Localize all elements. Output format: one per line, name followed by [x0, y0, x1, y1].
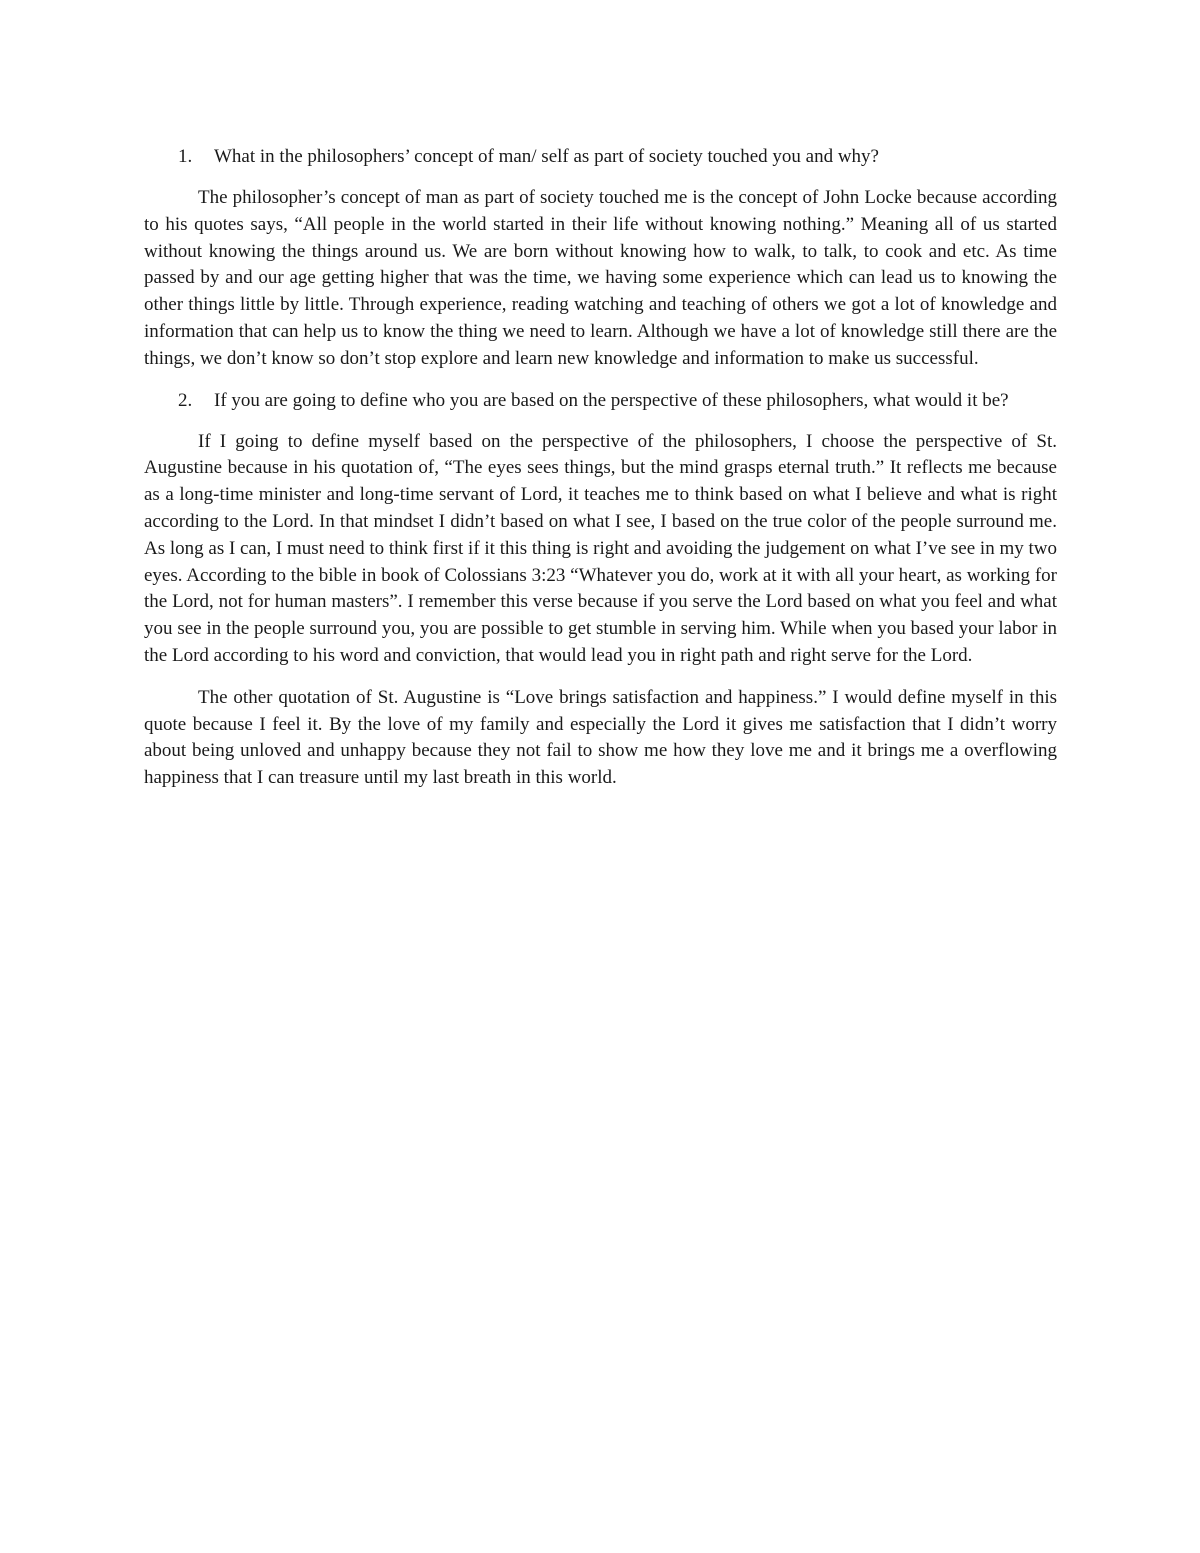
question-1 — [144, 143, 1057, 170]
question-2 — [144, 387, 1057, 414]
question-number: 2. — [178, 389, 193, 411]
question-number: 1. — [178, 146, 193, 167]
answer-paragraph-3: The other quotation of St. Augustine is “Love brings satisfaction and happiness.” I would define myself in this quote because I feel it. By the love of my family and especially the Lord it gives me satisfaction that I didn’t worry about being unloved and unhappy because they not fail to show me how they love me and it brings me a overflowing happiness that I can treasure until my last breath in this world. — [144, 686, 1057, 789]
answer-paragraph-2: If I going to define myself based on the perspective of the philosophers, I choose the perspective of St. Augustine because in his quotation of, “The eyes sees things, but the mind grasps eternal truth.” It reflects me because as a long-time minister and long-time servant of Lord, it teaches me to think based on what I believe and what is right according to the Lord. In that mindset I didn’t based on what I see, I based on the true color of the people surround me. As long as I can, I must need to think first if it this thing is right and avoiding the judgement on what I’ve see in my two eyes. According to the bible in book of Colossians 3:23 “Whatever you do, work at it with all your heart, as working for the Lord, not for human masters”. I remember this verse because if you serve the Lord based on what you feel and what you see in the people surround you, you are possible to get stumble in serving him. While when you based your labor in the Lord according to his word and conviction, that would lead you in right path and right serve for the Lord. — [144, 430, 1057, 666]
document-page — [144, 143, 1057, 792]
question-text: What in the philosophers’ concept of man/ self as part of society touched you and why? — [214, 146, 879, 167]
question-text: If you are going to define who you are based on the perspective of these philosophers, what would it be? — [214, 389, 1009, 411]
answer-paragraph-1: The philosopher’s concept of man as part of society touched me is the concept of John Locke because according to his quotes says, “All people in the world started in their life without knowing nothing.” Meaning all of us started without knowing the things around us. We are born without knowing how to walk, to talk, to cook and etc. As time passed by and our age getting higher that was the time, we having some experience which can lead us to knowing the other things little by little. Through experience, reading watching and teaching of others we got a lot of knowledge and information that can help us to know the thing we need to learn. Although we have a lot of knowledge still there are the things, we don’t know so don’t stop explore and learn new knowledge and information to make us successful. — [144, 187, 1057, 369]
